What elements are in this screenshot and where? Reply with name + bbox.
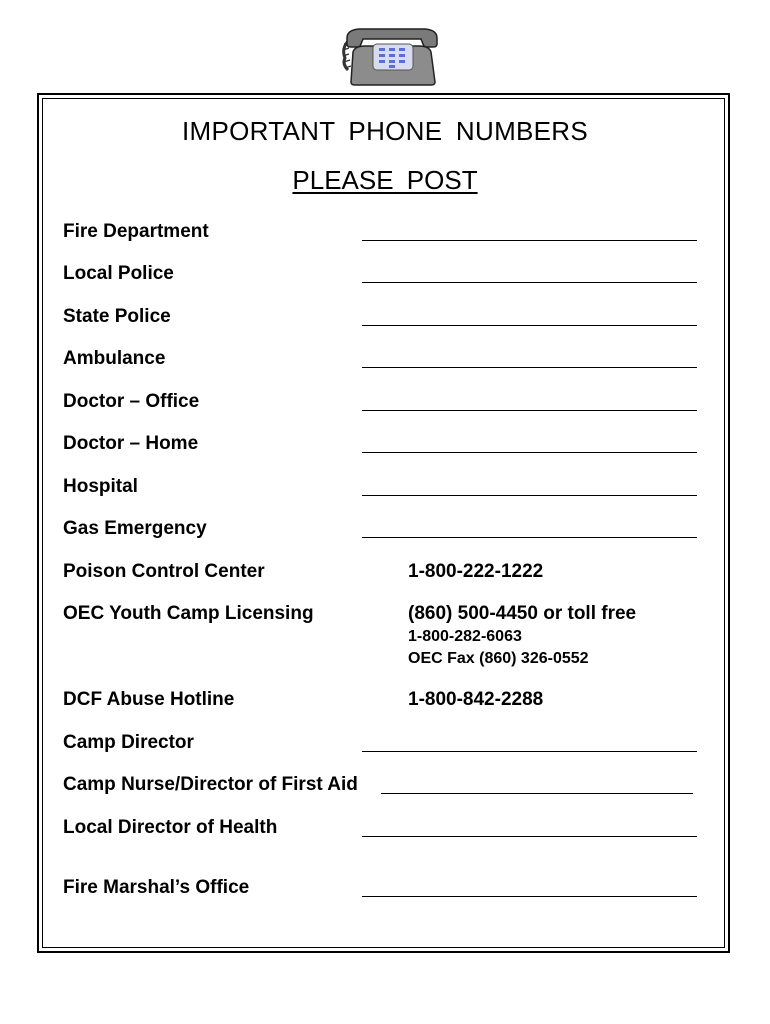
entry-label: State Police <box>63 306 171 327</box>
fax-number: OEC Fax (860) 326-0552 <box>408 650 589 667</box>
entry-label: Hospital <box>63 476 138 497</box>
write-in-line[interactable] <box>362 325 697 326</box>
phone-entry-fire-department <box>63 221 703 245</box>
phone-entry-state-police <box>63 306 703 330</box>
phone-entry-hospital <box>63 476 703 500</box>
write-in-line[interactable] <box>362 240 697 241</box>
entry-label: Fire Department <box>63 221 209 242</box>
entry-label: Poison Control Center <box>63 561 265 582</box>
entry-label: Camp Director <box>63 732 194 753</box>
entry-label: Doctor – Office <box>63 391 200 412</box>
entry-label: Fire Marshal’s Office <box>63 877 250 898</box>
entry-label: Doctor – Home <box>63 433 199 454</box>
write-in-line[interactable] <box>362 452 697 453</box>
write-in-line[interactable] <box>362 836 697 837</box>
toll-free-number: 1-800-282-6063 <box>408 628 522 645</box>
entry-label: Camp Nurse/Director of First Aid <box>63 774 358 795</box>
phone-entry-doctor-office <box>63 391 703 415</box>
phone-entry-fire-marshal <box>63 877 703 901</box>
phone-number: 1-800-222-1222 <box>408 561 544 582</box>
phone-entry-director-of-health <box>63 817 703 841</box>
write-in-line[interactable] <box>362 896 697 897</box>
phone-entry-poison-control <box>63 561 703 585</box>
write-in-line[interactable] <box>362 751 697 752</box>
write-in-line[interactable] <box>381 793 693 794</box>
telephone-icon <box>339 26 443 86</box>
write-in-line[interactable] <box>362 282 697 283</box>
write-in-line[interactable] <box>362 410 697 411</box>
phone-entry-ambulance <box>63 348 703 372</box>
phone-entry-local-police <box>63 263 703 287</box>
write-in-line[interactable] <box>362 537 697 538</box>
write-in-line[interactable] <box>362 367 697 368</box>
phone-entry-camp-nurse <box>63 774 703 798</box>
phone-entry-dcf-hotline <box>63 689 703 713</box>
page-title: IMPORTANT PHONE NUMBERS <box>181 116 589 146</box>
entry-label: Local Police <box>63 263 174 284</box>
phone-entry-oec-licensing <box>63 603 703 673</box>
write-in-line[interactable] <box>362 495 697 496</box>
page-subtitle: PLEASE POST <box>292 165 478 195</box>
phone-number: (860) 500-4450 or toll free <box>408 603 637 624</box>
phone-number: 1-800-842-2288 <box>408 689 544 710</box>
entry-label: Gas Emergency <box>63 518 207 539</box>
entry-label: Ambulance <box>63 348 166 369</box>
phone-entry-gas-emergency <box>63 518 703 542</box>
phone-entry-camp-director <box>63 732 703 756</box>
phone-entry-doctor-home <box>63 433 703 457</box>
entry-label: DCF Abuse Hotline <box>63 689 235 710</box>
entry-label: Local Director of Health <box>63 817 278 838</box>
entry-label: OEC Youth Camp Licensing <box>63 603 314 624</box>
